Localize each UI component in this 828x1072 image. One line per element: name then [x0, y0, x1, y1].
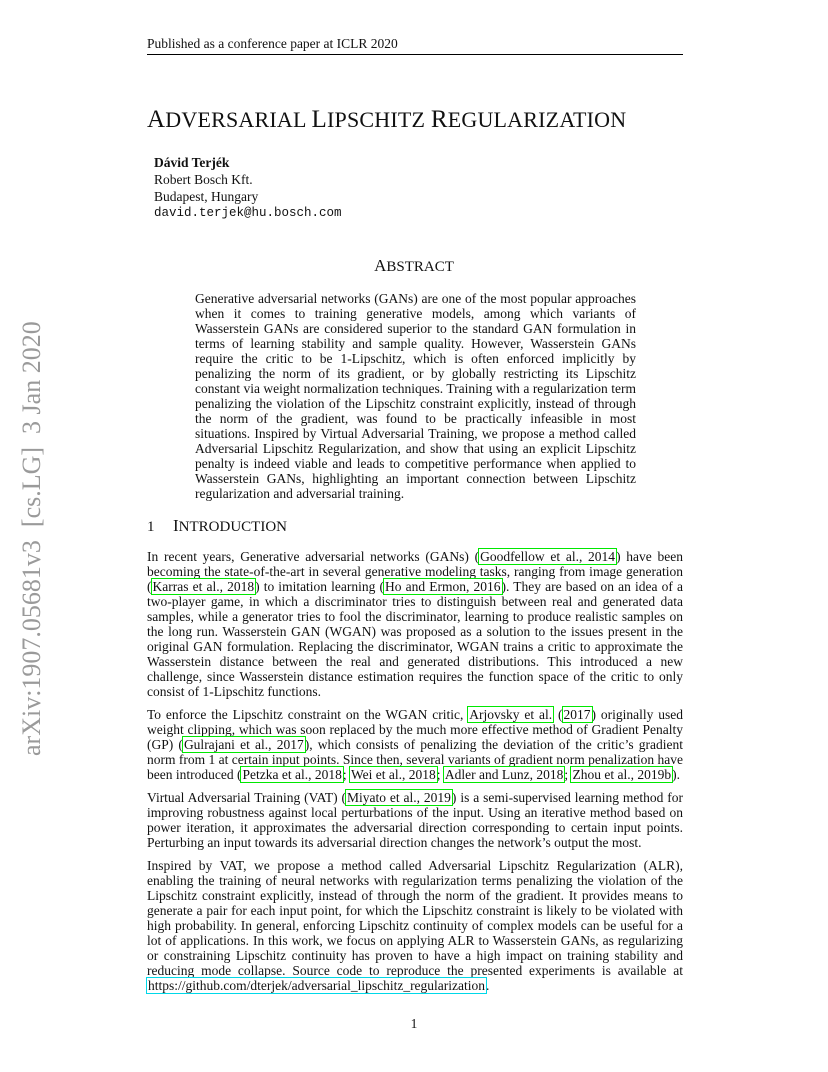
text: Virtual Adversarial Training (VAT) ( [147, 790, 346, 805]
heading-cap: A [374, 256, 387, 275]
text: To enforce the Lipschitz constraint on the WGAN critic, [147, 707, 469, 722]
title-part: EGULARIZATION [447, 107, 627, 132]
abstract-text: Generative adversarial networks (GANs) are one of the most popular approaches when it comes to training generative models, among which variants of Wasserstein GANs are considered superior to the standard GAN formulation in terms of learning stability and sample quality. However, Wasserstein GANs require the critic to be 1-Lipschitz, which is often enforced implicitly by penalizing the norm of its gradient, or by globally restricting its Lipschitz constant via weight normalization techniques. Training with a regularization term penalizing the violation of the Lipschitz constraint explicitly, instead of through the norm of the gradient, was found to be practically infeasible in most situations. Inspired by Virtual Adversarial Training, we propose a method called Adversarial Lipschitz Regularization, and show that using an explicit Lipschitz penalty is indeed viable and leads to competitive performance when applied to Wasserstein GANs, highlighting an important connection between Lipschitz regularization and adversarial training. [195, 291, 636, 501]
text: ) originally used weight clipping, which was soon replaced by the much more effective method of Gradient Penalty (GP) ( [147, 707, 683, 752]
heading-rest: NTRODUCTION [178, 519, 287, 535]
section-number: 1 [147, 519, 155, 535]
section-heading [147, 516, 287, 536]
text: . [486, 978, 490, 993]
text: ; [436, 767, 444, 782]
citation-link[interactable]: Ho and Ermon, 2016 [385, 579, 501, 594]
author-block [154, 154, 342, 222]
title-part: A [147, 106, 166, 133]
introduction-body [147, 549, 683, 1001]
code-url-link[interactable]: https://github.com/dterjek/adversarial_lipschitz_regularization [148, 978, 486, 993]
title-part: IPSCHITZ [326, 107, 431, 132]
text: ), which consists of penalizing the deviation of the critic’s gradient norm from 1 at certain input points. Since then, several variants of gradient norm penalization have been introduced ( [147, 737, 684, 782]
citation-link[interactable]: Zhou et al., 2019b [572, 767, 672, 782]
citation-link[interactable]: Petzka et al., 2018 [242, 767, 342, 782]
citation-link[interactable]: Arjovsky et al. [469, 707, 553, 722]
text: ; [564, 767, 572, 782]
author-affiliation: Robert Bosch Kft. [154, 172, 253, 187]
citation-link[interactable]: Wei et al., 2018 [350, 767, 436, 782]
abstract-body [195, 291, 636, 501]
text: ). [672, 767, 680, 782]
abstract-heading [0, 256, 828, 276]
heading-cap: I [173, 516, 179, 535]
paragraph [147, 790, 683, 850]
running-header: Published as a conference paper at ICLR 2020 [147, 36, 398, 51]
arxiv-identifier: arXiv:1907.05681v3 [cs.LG] 3 Jan 2020 [17, 321, 46, 756]
text: ) is a semi-supervised learning method for improving robustness against local perturbations of the input. Using an iterative method based on power iteration, it approximates the adversarial direction corresponding to certain input points. Perturbing an input towards its adversarial direction changes the network’s output the most. [147, 790, 683, 850]
header-rule [147, 54, 683, 55]
page-number: 1 [410, 1016, 418, 1031]
text: ( [553, 707, 563, 722]
text: Inspired by VAT, we propose a method called Adversarial Lipschitz Regularization (ALR), enabling the training of neural networks with regularization terms penalizing the violation of the Lipschitz constraint explicitly, instead of through the norm of the gradient. It provides means to generate a pair for each input point, for which the Lipschitz constraint is likely to be violated with high probability. In general, enforcing Lipschitz continuity of complex models can be useful for a lot of applications. In this work, we focus on applying ALR to Wasserstein GANs, as regularizing or constraining Lipschitz continuity has proven to have a high impact on training stability and reducing mode collapse. Source code to reproduce the presented experiments is available at [147, 858, 683, 978]
paragraph [147, 707, 683, 782]
title-part: DVERSARIAL [165, 107, 312, 132]
text: ) have been becoming the state-of-the-art in several generative modeling tasks, ranging from image generation ( [147, 549, 683, 594]
citation-link[interactable]: Miyato et al., 2019 [347, 790, 451, 805]
paragraph [147, 858, 683, 993]
text: ). They are based on an idea of a two-player game, in which a discriminator tries to distinguish between real and generated data samples, while a generator tries to fool the discriminator, learning to produce realistic samples on the long run. Wasserstein GAN (WGAN) was proposed as a solution to the issues present in the original GAN formulation. Replacing the discriminator, WGAN trains a critic to approximate the Wasserstein distance between the real and generated distributions. This introduced a new challenge, since Wasserstein distance estimation requires the function space of the critic to only consist of 1-Lipschitz functions. [147, 579, 683, 699]
paragraph [147, 549, 683, 699]
text: ; [342, 767, 350, 782]
citation-link[interactable]: Gulrajani et al., 2017 [183, 737, 304, 752]
author-location: Budapest, Hungary [154, 189, 259, 204]
author-email[interactable]: david.terjek@hu.bosch.com [154, 206, 342, 220]
citation-link[interactable]: Goodfellow et al., 2014 [480, 549, 616, 564]
citation-link[interactable]: 2017 [563, 707, 591, 722]
text: ) to imitation learning ( [255, 579, 385, 594]
citation-link[interactable]: Karras et al., 2018 [152, 579, 255, 594]
citation-link[interactable]: Adler and Lunz, 2018 [444, 767, 564, 782]
title-part: L [311, 106, 327, 133]
title-part: R [430, 106, 448, 133]
heading-rest: BSTRACT [386, 259, 454, 275]
paper-title [147, 106, 626, 134]
text: In recent years, Generative adversarial networks (GANs) ( [147, 549, 480, 564]
author-name: Dávid Terjék [154, 155, 230, 170]
